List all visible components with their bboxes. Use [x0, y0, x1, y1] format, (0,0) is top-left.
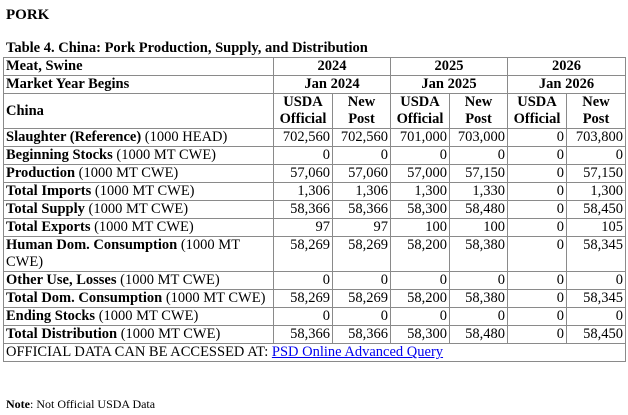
row-label — [4, 219, 274, 237]
row-label — [4, 272, 274, 290]
row-label-unit: (1000 MT CWE) — [78, 165, 179, 181]
table-cell: 701,000 — [391, 129, 450, 147]
begins-2026-header: Jan 2026 — [508, 76, 626, 94]
table-cell: 0 — [508, 272, 567, 290]
table-row — [4, 201, 626, 219]
psd-table — [3, 57, 626, 362]
row-label-unit: (1000 MT CWE) — [98, 308, 199, 324]
row-label-unit: (1000 MT CWE) — [94, 183, 195, 199]
year-2024-header: 2024 — [274, 58, 391, 76]
row-label-name: Total Supply — [6, 201, 85, 217]
table-row — [4, 272, 626, 290]
table-cell: 1,306 — [333, 183, 391, 201]
footer-row — [4, 344, 626, 362]
table-cell: 58,450 — [567, 326, 626, 344]
row-label — [4, 165, 274, 183]
row-label-name: Ending Stocks — [6, 308, 96, 324]
header-row-market-year — [4, 76, 626, 94]
row-label-unit: (1000 HEAD) — [144, 129, 228, 145]
footer-cell — [4, 344, 626, 362]
table-cell: 0 — [508, 219, 567, 237]
table-cell: 0 — [508, 147, 567, 165]
table-cell: 58,345 — [567, 237, 626, 272]
table-cell: 0 — [508, 237, 567, 272]
table-cell: 0 — [508, 183, 567, 201]
table-cell: 0 — [274, 308, 333, 326]
table-cell: 58,450 — [567, 201, 626, 219]
psd-online-link[interactable]: PSD Online Advanced Query — [271, 344, 444, 360]
table-cell: 0 — [450, 308, 508, 326]
year-2025-header: 2025 — [391, 58, 508, 76]
table-cell: 105 — [567, 219, 626, 237]
table-cell: 58,269 — [274, 237, 333, 272]
table-cell: 703,800 — [567, 129, 626, 147]
row-label-unit: (1000 MT CWE) — [120, 326, 221, 342]
table-cell: 57,060 — [333, 165, 391, 183]
commodity-label: Meat, Swine — [4, 58, 274, 76]
row-label-unit: (1000 MT CWE) — [94, 219, 194, 235]
new-post-2024-header: New Post — [333, 94, 391, 129]
table-cell: 58,300 — [391, 201, 450, 219]
row-label-unit: (1000 MT CWE) — [116, 147, 217, 163]
table-caption: Table 4. China: Pork Production, Supply, and Distribution — [6, 40, 368, 56]
table-row — [4, 219, 626, 237]
table-cell: 0 — [391, 272, 450, 290]
row-label — [4, 147, 274, 165]
usda-official-2024-header: USDA Official — [274, 94, 333, 129]
market-year-label: Market Year Begins — [4, 76, 274, 94]
table-cell: 0 — [450, 272, 508, 290]
data-rows — [4, 129, 626, 344]
note — [6, 397, 155, 412]
table-cell: 0 — [508, 129, 567, 147]
table-cell: 0 — [567, 147, 626, 165]
table-cell: 58,366 — [333, 326, 391, 344]
note-label: Note — [6, 397, 30, 411]
table-cell: 0 — [450, 147, 508, 165]
new-post-2025-header: New Post — [450, 94, 508, 129]
row-label-name: Human Dom. Consumption — [6, 237, 178, 253]
row-label-name: Beginning Stocks — [6, 147, 113, 163]
table-cell: 57,060 — [274, 165, 333, 183]
table-cell: 0 — [391, 147, 450, 165]
table-cell: 58,480 — [450, 201, 508, 219]
table-cell: 58,345 — [567, 290, 626, 308]
table-cell: 0 — [508, 326, 567, 344]
row-label — [4, 201, 274, 219]
section-heading: PORK — [6, 7, 50, 23]
usda-official-2026-header: USDA Official — [508, 94, 567, 129]
table-cell: 702,560 — [274, 129, 333, 147]
table-cell: 0 — [333, 272, 391, 290]
new-post-2026-header: New Post — [567, 94, 626, 129]
table-cell: 0 — [274, 272, 333, 290]
table-cell: 58,380 — [450, 290, 508, 308]
note-text: : Not Official USDA Data — [30, 397, 156, 411]
begins-2025-header: Jan 2025 — [391, 76, 508, 94]
table-row — [4, 183, 626, 201]
usda-official-2025-header: USDA Official — [391, 94, 450, 129]
table-row — [4, 129, 626, 147]
table-row — [4, 290, 626, 308]
table-cell: 1,330 — [450, 183, 508, 201]
row-label-unit: (1000 MT CWE) — [165, 290, 266, 306]
row-label — [4, 326, 274, 344]
row-label — [4, 237, 274, 272]
table-row — [4, 165, 626, 183]
table-cell: 57,150 — [567, 165, 626, 183]
table-cell: 57,150 — [450, 165, 508, 183]
year-2026-header: 2026 — [508, 58, 626, 76]
row-label-name: Total Imports — [6, 183, 92, 199]
row-label-unit: (1000 MT CWE) — [88, 201, 189, 217]
header-row-years — [4, 58, 626, 76]
table-cell: 58,380 — [450, 237, 508, 272]
table-cell: 0 — [567, 308, 626, 326]
row-label-name: Other Use, Losses — [6, 272, 117, 288]
begins-2024-header: Jan 2024 — [274, 76, 391, 94]
row-label — [4, 290, 274, 308]
row-label-name: Total Dom. Consumption — [6, 290, 163, 306]
row-label-name: Slaughter (Reference) — [6, 129, 142, 145]
table-cell: 58,366 — [333, 201, 391, 219]
table-cell: 57,000 — [391, 165, 450, 183]
table-cell: 100 — [450, 219, 508, 237]
table-cell: 58,480 — [450, 326, 508, 344]
table-cell: 58,269 — [333, 237, 391, 272]
row-label-name: Total Distribution — [6, 326, 118, 342]
table-cell: 58,269 — [333, 290, 391, 308]
table-cell: 0 — [391, 308, 450, 326]
table-cell: 0 — [333, 147, 391, 165]
table-cell: 0 — [567, 272, 626, 290]
table-cell: 100 — [391, 219, 450, 237]
table-cell: 0 — [508, 201, 567, 219]
row-label-unit: (1000 MT CWE) — [6, 237, 240, 270]
table-cell: 1,306 — [274, 183, 333, 201]
table-cell: 0 — [508, 290, 567, 308]
table-cell: 97 — [274, 219, 333, 237]
table-row — [4, 147, 626, 165]
row-label-name: Production — [6, 165, 76, 181]
table-row — [4, 237, 626, 272]
row-label — [4, 183, 274, 201]
table-row — [4, 326, 626, 344]
table-cell: 0 — [508, 165, 567, 183]
table-cell: 58,200 — [391, 290, 450, 308]
footer-text: OFFICIAL DATA CAN BE ACCESSED AT: — [6, 344, 272, 360]
table-cell: 58,366 — [274, 201, 333, 219]
table-cell: 703,000 — [450, 129, 508, 147]
table-cell: 0 — [508, 308, 567, 326]
row-label-name: Total Exports — [6, 219, 91, 235]
table-cell: 1,300 — [567, 183, 626, 201]
row-label — [4, 308, 274, 326]
table-row — [4, 308, 626, 326]
table-cell: 0 — [333, 308, 391, 326]
table-cell: 58,366 — [274, 326, 333, 344]
table-cell: 58,269 — [274, 290, 333, 308]
table-cell: 1,300 — [391, 183, 450, 201]
table-cell: 58,300 — [391, 326, 450, 344]
table-cell: 702,560 — [333, 129, 391, 147]
country-label: China — [4, 94, 274, 129]
header-row-columns — [4, 94, 626, 129]
table-cell: 58,200 — [391, 237, 450, 272]
row-label — [4, 129, 274, 147]
table-cell: 97 — [333, 219, 391, 237]
row-label-unit: (1000 MT CWE) — [120, 272, 220, 288]
table-cell: 0 — [274, 147, 333, 165]
